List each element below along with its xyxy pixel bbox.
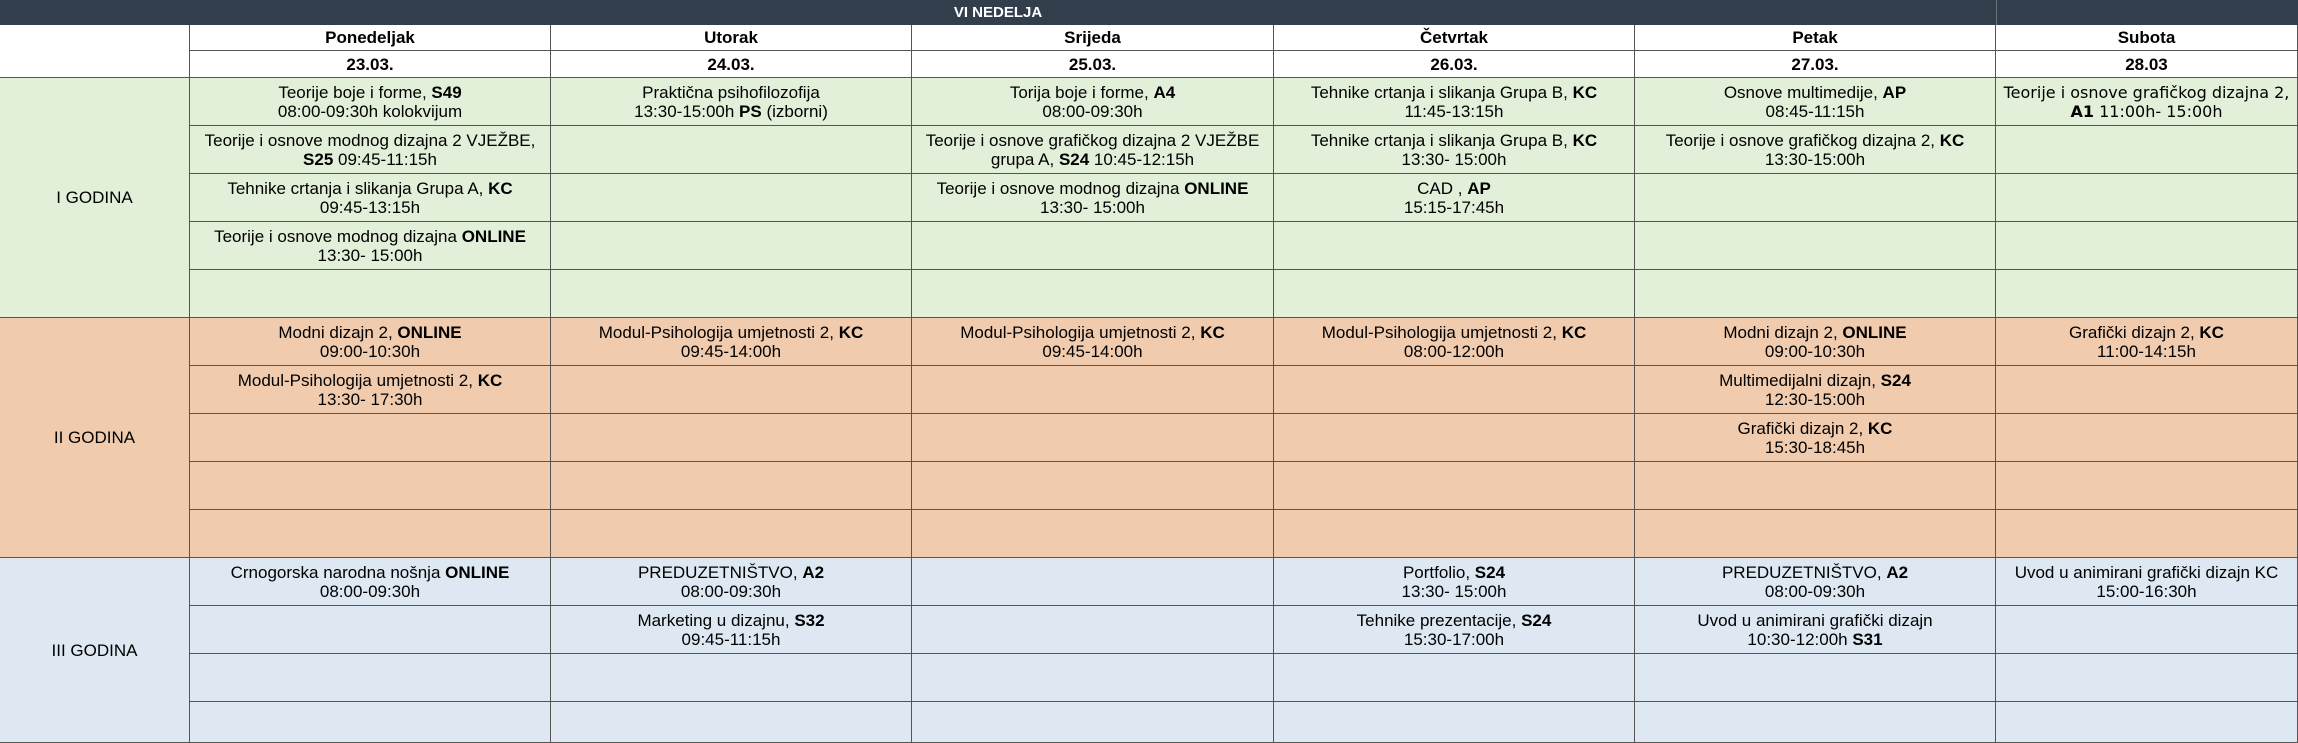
slot-text: 08:00-09:30h: [1042, 101, 1143, 121]
slot-room: KC: [2199, 322, 2224, 342]
class-slot: [1635, 366, 1996, 414]
slot-line: [937, 179, 1249, 198]
slot-line: [638, 563, 824, 582]
slot-line: [1738, 419, 1893, 438]
day-header: Petak: [1635, 25, 1996, 51]
slot-text: Teorije i osnove grafičkog dizajna 2,: [2003, 82, 2290, 102]
slot-room: S24: [1474, 562, 1506, 582]
empty-slot: [190, 606, 551, 654]
empty-slot: [912, 510, 1274, 558]
empty-slot: [1996, 174, 2298, 222]
empty-slot: [1274, 414, 1635, 462]
day-header: Utorak: [551, 25, 912, 51]
slot-text: Teorije i osnove modnog dizajna: [214, 226, 462, 246]
empty-slot: [1996, 654, 2298, 702]
empty-slot: [551, 414, 912, 462]
slot-line: [599, 323, 864, 342]
empty-slot: [1274, 366, 1635, 414]
slot-text: 11:00-14:15h: [2097, 341, 2196, 361]
slot-text: 11:00h- 15:00h: [2094, 101, 2223, 121]
slot-room: KC: [1867, 418, 1893, 438]
day-header: Srijeda: [912, 25, 1274, 51]
class-slot: [1635, 558, 1996, 606]
empty-slot: [1635, 222, 1996, 270]
empty-slot: [912, 414, 1274, 462]
empty-slot: [190, 270, 551, 318]
slot-line: [1765, 150, 1865, 169]
empty-slot: [1274, 702, 1635, 743]
slot-text: 09:00-10:30h: [1764, 341, 1866, 361]
empty-slot: [1635, 462, 1996, 510]
slot-text: Modni dizajn 2,: [1723, 322, 1843, 342]
class-slot: [1635, 318, 1996, 366]
slot-line: [2096, 582, 2196, 601]
slot-text: 13:30- 15:00h: [1401, 149, 1507, 169]
slot-text: 13:30- 17:30h: [317, 389, 423, 409]
slot-line: [1322, 323, 1587, 342]
slot-text: Tehnike crtanja i slikanja Grupa B,: [1310, 130, 1573, 150]
empty-slot: [1274, 510, 1635, 558]
empty-slot: [551, 702, 912, 743]
slot-text: grupa A,: [990, 149, 1059, 169]
slot-room: S24: [1058, 149, 1090, 169]
slot-line: [960, 323, 1225, 342]
slot-line: [1311, 131, 1597, 150]
slot-line: [1404, 198, 1504, 217]
slot-text: 08:00-09:30h: [1764, 581, 1866, 601]
slot-line: [2097, 342, 2196, 361]
slot-text: Teorije i osnove grafičkog dizajna 2 VJEŽBE: [925, 130, 1260, 150]
slot-line: [231, 563, 510, 582]
slot-text: 08:00-09:30h: [319, 581, 421, 601]
class-slot: [551, 318, 912, 366]
slot-text: PREDUZETNIŠTVO,: [637, 562, 803, 582]
empty-slot: [551, 654, 912, 702]
slot-text: Teorije i osnove grafičkog dizajna 2,: [1665, 130, 1940, 150]
slot-text: 12:30-15:00h: [1764, 389, 1866, 409]
slot-text: 08:00-09:30h kolokvijum: [277, 101, 463, 121]
slot-text: 15:00-16:30h: [2096, 581, 2197, 601]
class-slot: [912, 78, 1274, 126]
day-header: Ponedeljak: [190, 25, 551, 51]
slot-line: [227, 179, 512, 198]
slot-line: [2004, 83, 2290, 102]
class-slot: [1274, 174, 1635, 222]
slot-line: [1723, 323, 1906, 342]
class-slot: [1996, 78, 2298, 126]
empty-slot: [912, 462, 1274, 510]
slot-text: Portfolio,: [1402, 562, 1475, 582]
empty-slot: [551, 222, 912, 270]
slot-text: Praktična psihofilozofija: [642, 82, 820, 102]
empty-slot: [190, 462, 551, 510]
class-slot: [1635, 78, 1996, 126]
slot-room: S31: [1852, 629, 1883, 649]
slot-line: [320, 342, 420, 361]
slot-text: 09:45-11:15h: [681, 629, 781, 649]
year-label: I GODINA: [0, 78, 190, 318]
slot-line: [278, 102, 462, 121]
slot-room: ONLINE: [461, 226, 526, 246]
slot-text: Teorije i osnove modnog dizajna: [936, 178, 1185, 198]
slot-room: ONLINE: [1842, 322, 1907, 342]
slot-line: [1747, 630, 1882, 649]
slot-text: 08:00-09:30h: [680, 581, 782, 601]
date-header: 23.03.: [190, 51, 551, 78]
slot-line: [1403, 563, 1505, 582]
slot-line: [2015, 563, 2279, 582]
slot-line: [1766, 102, 1865, 121]
class-slot: [1274, 606, 1635, 654]
empty-slot: [912, 606, 1274, 654]
empty-slot: [1996, 126, 2298, 174]
slot-text: Uvod u animirani grafički dizajn: [1697, 610, 1933, 630]
empty-slot: [912, 366, 1274, 414]
slot-room: S25: [303, 149, 334, 169]
slot-text: Modul-Psihologija umjetnosti 2,: [1321, 322, 1562, 342]
empty-slot: [551, 462, 912, 510]
week-title: VI NEDELJA: [0, 0, 1996, 25]
class-slot: [1274, 78, 1635, 126]
slot-text: Marketing u dizajnu,: [637, 610, 795, 630]
slot-room: A1: [2070, 101, 2095, 121]
slot-room: A2: [802, 562, 825, 582]
year-label: III GODINA: [0, 558, 190, 743]
slot-text: Grafički dizajn 2,: [2069, 322, 2200, 342]
slot-line: [2069, 323, 2224, 342]
empty-slot: [1996, 414, 2298, 462]
slot-text: Tehnike crtanja i slikanja Grupa A,: [227, 178, 489, 198]
class-slot: [190, 366, 551, 414]
slot-text: 15:15-17:45h: [1403, 197, 1505, 217]
slot-text: 10:30-12:00h: [1747, 629, 1853, 649]
empty-slot: [912, 558, 1274, 606]
slot-line: [642, 83, 820, 102]
class-slot: [551, 606, 912, 654]
slot-line: [1722, 563, 1908, 582]
slot-room: AP: [1882, 82, 1907, 102]
slot-room: S24: [1521, 610, 1552, 630]
class-slot: [1635, 126, 1996, 174]
empty-slot: [1635, 702, 1996, 743]
slot-line: [637, 611, 824, 630]
class-slot: [551, 78, 912, 126]
class-slot: [190, 318, 551, 366]
class-slot: [912, 318, 1274, 366]
empty-slot: [912, 654, 1274, 702]
slot-text: Teorije boje i forme,: [278, 82, 432, 102]
slot-text: 09:00-10:30h: [319, 341, 421, 361]
slot-line: [320, 582, 420, 601]
slot-text: 15:30-17:00h: [1403, 629, 1505, 649]
empty-slot: [1635, 510, 1996, 558]
slot-line: [1697, 611, 1932, 630]
slot-room: AP: [1467, 178, 1491, 198]
class-slot: [551, 558, 912, 606]
slot-line: [278, 83, 461, 102]
class-slot: [190, 174, 551, 222]
empty-slot: [912, 702, 1274, 743]
slot-line: [2071, 102, 2223, 121]
slot-line: [1010, 83, 1175, 102]
slot-line: [214, 227, 526, 246]
week-title-side: [1996, 0, 2298, 25]
empty-slot: [1996, 462, 2298, 510]
slot-line: [318, 246, 423, 265]
slot-line: [205, 131, 536, 150]
slot-room: KC: [1939, 130, 1965, 150]
slot-line: [1040, 198, 1145, 217]
slot-line: [1417, 179, 1491, 198]
slot-line: [1402, 582, 1507, 601]
slot-line: [1719, 371, 1911, 390]
slot-room: ONLINE: [397, 322, 462, 342]
slot-text: 13:30- 15:00h: [1040, 197, 1145, 217]
slot-room: KC: [1561, 322, 1587, 342]
empty-slot: [190, 654, 551, 702]
date-header: 28.03: [1996, 51, 2298, 78]
slot-line: [1042, 342, 1142, 361]
class-slot: [1635, 606, 1996, 654]
slot-text: Osnove multimedije,: [1723, 82, 1883, 102]
class-slot: [1635, 414, 1996, 462]
slot-text: 09:45-14:00h: [1042, 341, 1143, 361]
slot-room: KC: [1572, 130, 1598, 150]
empty-slot: [551, 174, 912, 222]
slot-line: [682, 630, 781, 649]
slot-room: A4: [1153, 82, 1176, 102]
slot-line: [303, 150, 437, 169]
slot-text: 13:30- 15:00h: [317, 245, 423, 265]
slot-text: Modul-Psihologija umjetnosti 2,: [960, 322, 1201, 342]
empty-slot: [1996, 366, 2298, 414]
slot-line: [1042, 102, 1142, 121]
date-header: 27.03.: [1635, 51, 1996, 78]
empty-slot: [551, 510, 912, 558]
slot-room: KC: [838, 322, 864, 342]
slot-text: Tehnike prezentacije,: [1356, 610, 1522, 630]
class-slot: [1274, 558, 1635, 606]
slot-text: 09:45-11:15h: [333, 149, 437, 169]
slot-room: KC: [1200, 322, 1225, 342]
empty-slot: [1274, 270, 1635, 318]
slot-text: Modni dizajn 2,: [278, 322, 398, 342]
empty-slot: [1996, 606, 2298, 654]
class-slot: [190, 558, 551, 606]
slot-line: [1311, 83, 1597, 102]
slot-line: [1404, 342, 1504, 361]
class-slot: [190, 222, 551, 270]
slot-text: 09:45-13:15h: [319, 197, 421, 217]
slot-line: [318, 390, 423, 409]
slot-text: 11:45-13:15h: [1404, 101, 1504, 121]
slot-text: Tehnike crtanja i slikanja Grupa B,: [1310, 82, 1573, 102]
empty-slot: [1274, 654, 1635, 702]
slot-line: [1357, 611, 1552, 630]
class-slot: [1274, 126, 1635, 174]
slot-line: [238, 371, 503, 390]
slot-line: [991, 150, 1194, 169]
slot-text: Uvod u animirani grafički dizajn KC: [2014, 562, 2279, 582]
date-header: 25.03.: [912, 51, 1274, 78]
slot-line: [926, 131, 1260, 150]
slot-room: A2: [1886, 562, 1909, 582]
slot-text: Modul-Psihologija umjetnosti 2,: [237, 370, 478, 390]
empty-slot: [190, 414, 551, 462]
slot-text: 08:00-12:00h: [1403, 341, 1505, 361]
slot-room: ONLINE: [1184, 178, 1249, 198]
slot-line: [1765, 390, 1865, 409]
slot-text: 10:45-12:15h: [1089, 149, 1195, 169]
slot-line: [1724, 83, 1906, 102]
slot-line: [1765, 438, 1865, 457]
slot-text: Grafički dizajn 2,: [1737, 418, 1868, 438]
slot-line: [1765, 582, 1865, 601]
slot-text: (izborni): [761, 101, 828, 121]
class-slot: [190, 126, 551, 174]
slot-text: CAD ,: [1417, 178, 1468, 198]
empty-slot: [1635, 654, 1996, 702]
slot-text: Modul-Psihologija umjetnosti 2,: [598, 322, 839, 342]
class-slot: [1996, 558, 2298, 606]
empty-slot: [190, 702, 551, 743]
empty-slot: [551, 126, 912, 174]
slot-room: S32: [794, 610, 825, 630]
empty-slot: [1996, 510, 2298, 558]
slot-line: [1666, 131, 1965, 150]
class-slot: [190, 78, 551, 126]
slot-room: KC: [477, 370, 503, 390]
slot-line: [1405, 102, 1504, 121]
slot-line: [634, 102, 828, 121]
slot-line: [681, 342, 781, 361]
slot-text: 13:30- 15:00h: [1401, 581, 1507, 601]
class-slot: [1274, 318, 1635, 366]
class-slot: [912, 174, 1274, 222]
empty-slot: [1635, 270, 1996, 318]
slot-text: 13:30-15:00h: [634, 101, 740, 121]
day-header: Subota: [1996, 25, 2298, 51]
year-label: II GODINA: [0, 318, 190, 558]
empty-slot: [190, 510, 551, 558]
empty-slot: [912, 270, 1274, 318]
empty-slot: [551, 270, 912, 318]
slot-room: KC: [488, 178, 513, 198]
slot-room: KC: [1572, 82, 1598, 102]
slot-room: PS: [739, 101, 762, 121]
slot-line: [278, 323, 461, 342]
slot-text: 15:30-18:45h: [1764, 437, 1866, 457]
slot-room: S49: [431, 82, 462, 102]
slot-line: [1404, 630, 1504, 649]
slot-line: [1402, 150, 1507, 169]
slot-text: Multimedijalni dizajn,: [1719, 370, 1881, 390]
class-slot: [912, 126, 1274, 174]
empty-slot: [1635, 174, 1996, 222]
empty-slot: [1996, 270, 2298, 318]
empty-slot: [1274, 462, 1635, 510]
slot-text: 13:30-15:00h: [1764, 149, 1866, 169]
slot-text: Crnogorska narodna nošnja: [230, 562, 446, 582]
slot-room: ONLINE: [445, 562, 510, 582]
empty-slot: [1996, 702, 2298, 743]
slot-text: Teorije i osnove modnog dizajna 2 VJEŽBE,: [204, 130, 536, 150]
slot-room: S24: [1880, 370, 1911, 390]
slot-line: [681, 582, 781, 601]
empty-slot: [1996, 222, 2298, 270]
slot-line: [320, 198, 420, 217]
header-corner: [0, 25, 190, 78]
slot-text: Torija boje i forme,: [1009, 82, 1154, 102]
empty-slot: [551, 366, 912, 414]
empty-slot: [1274, 222, 1635, 270]
date-header: 26.03.: [1274, 51, 1635, 78]
day-header: Četvrtak: [1274, 25, 1635, 51]
slot-text: 08:45-11:15h: [1765, 101, 1865, 121]
slot-text: PREDUZETNIŠTVO,: [1721, 562, 1887, 582]
slot-text: 09:45-14:00h: [680, 341, 782, 361]
date-header: 24.03.: [551, 51, 912, 78]
slot-line: [1765, 342, 1865, 361]
class-slot: [1996, 318, 2298, 366]
empty-slot: [912, 222, 1274, 270]
